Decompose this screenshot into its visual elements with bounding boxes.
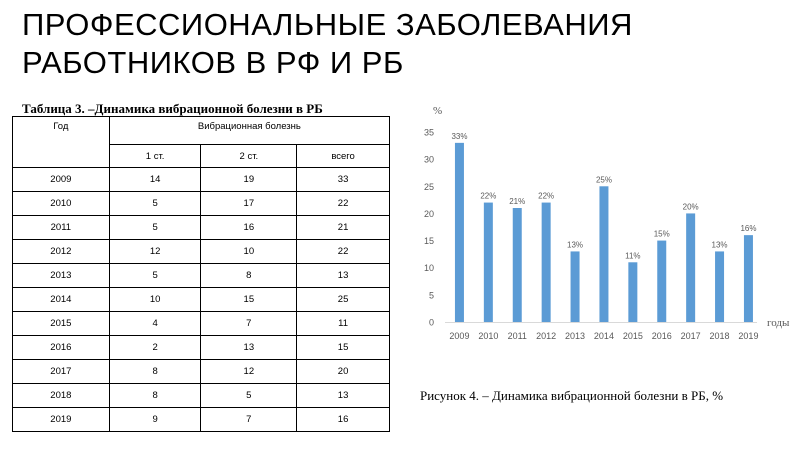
cell-stage-1: 8: [109, 384, 201, 408]
cell-year: 2016: [13, 336, 110, 360]
x-tick-label: 2013: [565, 331, 586, 341]
y-tick-label: 30: [423, 154, 434, 165]
table-header-row: [13, 117, 390, 145]
cell-year: 2017: [13, 360, 110, 384]
data-label: 21%: [509, 197, 526, 206]
bar-2019: [744, 235, 753, 322]
y-tick-label: 15: [423, 236, 434, 247]
x-tick-label: 2012: [536, 331, 557, 341]
page-title-line-2: РАБОТНИКОВ В РФ И РБ: [22, 45, 404, 80]
table-row: [13, 408, 390, 432]
cell-stage-1: 10: [109, 288, 201, 312]
x-axis-label: годы: [767, 317, 790, 329]
table-row: [13, 240, 390, 264]
table-row: [13, 384, 390, 408]
x-tick-label: 2019: [738, 331, 759, 341]
data-label: 13%: [567, 240, 584, 250]
cell-total: 22: [297, 192, 390, 216]
cell-year: 2012: [13, 240, 110, 264]
cell-year: 2014: [13, 288, 110, 312]
bar-2009: [455, 143, 464, 322]
bar-chart: [397, 100, 798, 352]
y-tick-label: 20: [423, 208, 434, 219]
y-tick-label: 5: [428, 290, 434, 301]
cell-year: 2018: [13, 384, 110, 408]
data-label: 33%: [451, 131, 468, 141]
data-label: 25%: [595, 175, 612, 185]
cell-total: 22: [297, 240, 390, 264]
table-row: [13, 288, 390, 312]
table-row: [13, 216, 390, 240]
cell-stage-2: 16: [201, 216, 297, 240]
cell-total: 25: [297, 288, 390, 312]
header-year: Год: [13, 117, 110, 168]
data-label: 16%: [740, 224, 757, 234]
cell-stage-2: 12: [201, 360, 297, 384]
cell-stage-2: 10: [201, 240, 297, 264]
data-label: 15%: [653, 229, 670, 239]
cell-total: 13: [297, 264, 390, 288]
header-vibration-disease: Вибрационная болезнь: [109, 117, 389, 145]
bar-2012: [542, 203, 551, 322]
header-stage-1: 1 ст.: [109, 145, 201, 168]
y-tick-label: 25: [423, 181, 434, 192]
table-row: [13, 312, 390, 336]
data-label: 22%: [538, 191, 555, 201]
bar-2014: [599, 186, 608, 322]
x-tick-label: 2014: [593, 331, 614, 341]
bar-2013: [571, 251, 580, 322]
bar-2018: [715, 251, 724, 322]
x-tick-label: 2017: [680, 331, 701, 341]
cell-year: 2013: [13, 264, 110, 288]
cell-stage-2: 15: [201, 288, 297, 312]
bar-2011: [513, 208, 522, 322]
cell-stage-1: 14: [109, 168, 201, 192]
table-row: [13, 360, 390, 384]
cell-year: 2015: [13, 312, 110, 336]
table-row: [13, 264, 390, 288]
cell-stage-1: 5: [109, 264, 201, 288]
vibration-disease-table: [12, 116, 390, 432]
bar-2016: [657, 241, 666, 322]
cell-year: 2019: [13, 408, 110, 432]
x-tick-label: 2015: [622, 331, 643, 341]
y-axis-label: %: [433, 105, 443, 117]
cell-stage-2: 13: [201, 336, 297, 360]
y-tick-label: 0: [428, 317, 434, 328]
x-tick-label: 2010: [478, 331, 499, 341]
page-title: [22, 6, 782, 82]
cell-total: 16: [297, 408, 390, 432]
cell-stage-2: 5: [201, 384, 297, 408]
table-row: [13, 192, 390, 216]
cell-stage-2: 7: [201, 408, 297, 432]
x-tick-label: 2009: [449, 331, 470, 341]
cell-year: 2011: [13, 216, 110, 240]
cell-stage-1: 4: [109, 312, 201, 336]
header-total: всего: [297, 145, 390, 168]
cell-year: 2010: [13, 192, 110, 216]
bar-2017: [686, 213, 695, 322]
cell-stage-2: 17: [201, 192, 297, 216]
cell-total: 21: [297, 216, 390, 240]
table-row: [13, 168, 390, 192]
data-label: 22%: [480, 191, 497, 201]
bar-chart-svg: [397, 100, 798, 352]
y-tick-label: 10: [423, 263, 434, 274]
data-label: 11%: [625, 251, 641, 261]
cell-stage-2: 8: [201, 264, 297, 288]
page-title-line-1: ПРОФЕССИОНАЛЬНЫЕ ЗАБОЛЕВАНИЯ: [22, 7, 633, 42]
data-label: 20%: [682, 202, 699, 212]
cell-stage-1: 5: [109, 216, 201, 240]
cell-stage-2: 7: [201, 312, 297, 336]
figure-caption: Рисунок 4. – Динамика вибрационной болезни в РБ, %: [420, 388, 724, 403]
data-label: 13%: [711, 240, 728, 250]
cell-total: 13: [297, 384, 390, 408]
cell-stage-1: 9: [109, 408, 201, 432]
cell-stage-1: 12: [109, 240, 201, 264]
y-tick-label: 35: [423, 127, 434, 138]
cell-total: 15: [297, 336, 390, 360]
cell-stage-1: 2: [109, 336, 201, 360]
cell-total: 20: [297, 360, 390, 384]
cell-total: 33: [297, 168, 390, 192]
cell-stage-1: 8: [109, 360, 201, 384]
header-stage-2: 2 ст.: [201, 145, 297, 168]
x-tick-label: 2011: [507, 331, 527, 341]
table-row: [13, 336, 390, 360]
cell-stage-1: 5: [109, 192, 201, 216]
cell-stage-2: 19: [201, 168, 297, 192]
cell-total: 11: [297, 312, 390, 336]
x-tick-label: 2018: [709, 331, 730, 341]
bar-2015: [628, 262, 637, 322]
table-caption: Таблица 3. –Динамика вибрационной болезни в РБ: [22, 101, 323, 116]
x-tick-label: 2016: [651, 331, 672, 341]
bar-2010: [484, 203, 493, 322]
cell-year: 2009: [13, 168, 110, 192]
